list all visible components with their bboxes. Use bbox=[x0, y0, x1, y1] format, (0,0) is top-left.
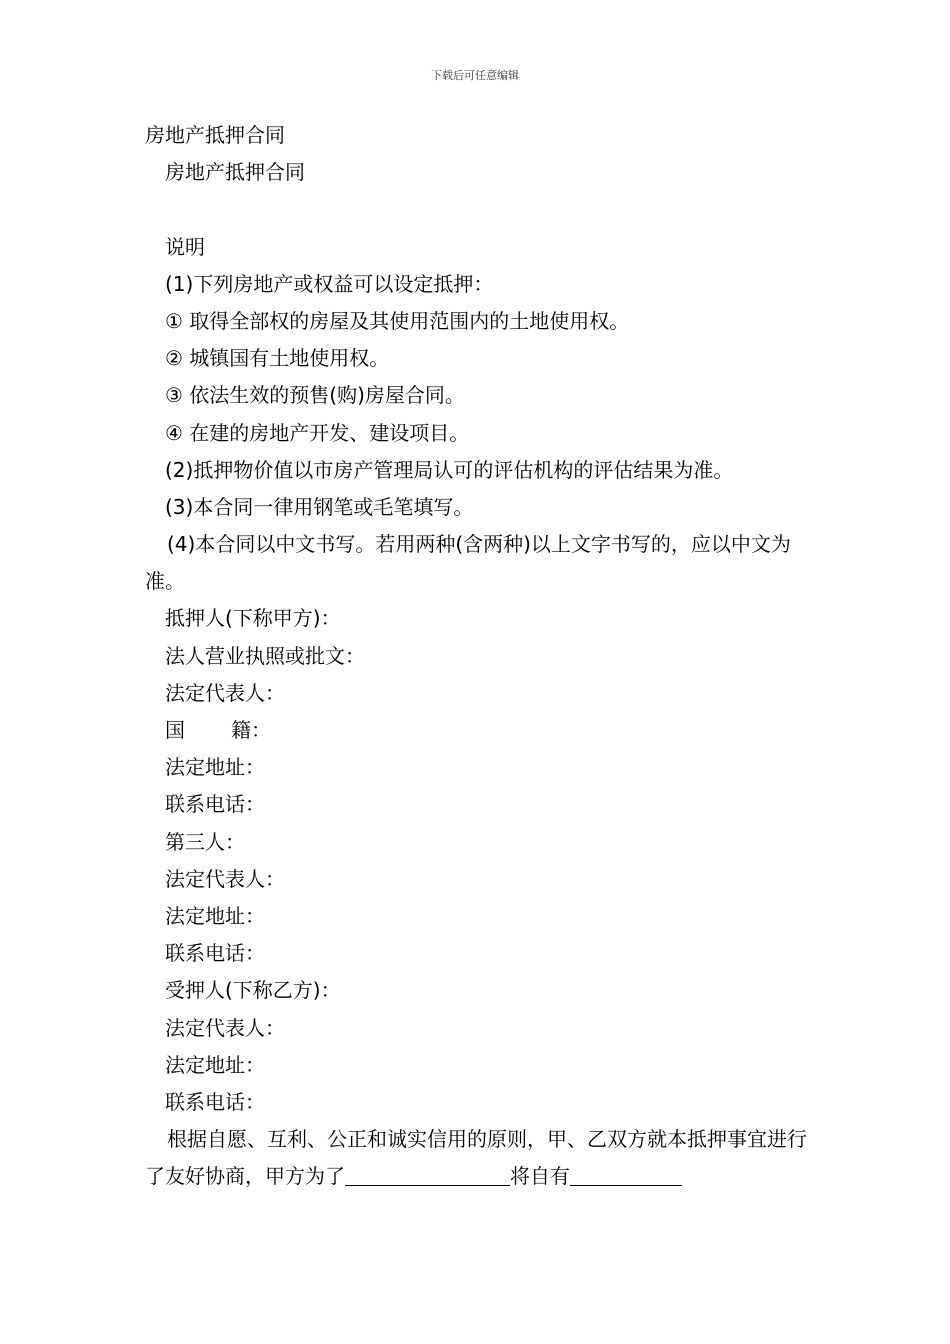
explanation-subitem-4: ④ 在建的房地产开发、建设项目。 bbox=[165, 420, 470, 445]
mortgagor-license-field: 法人营业执照或批文： bbox=[165, 643, 365, 668]
explanation-subitem-3: ③ 依法生效的预售(购)房屋合同。 bbox=[165, 383, 465, 408]
mortgagor-label: 抵押人(下称甲方)： bbox=[165, 606, 341, 631]
third-party-rep-field: 法定代表人： bbox=[165, 866, 285, 891]
third-party-phone-field: 联系电话： bbox=[165, 941, 265, 966]
mortgagee-label: 受押人(下称乙方)： bbox=[165, 978, 341, 1003]
explanation-heading: 说明 bbox=[165, 234, 205, 259]
explanation-subitem-1: ① 取得全部权的房屋及其使用范围内的土地使用权。 bbox=[165, 308, 630, 333]
mortgagee-rep-field: 法定代表人： bbox=[165, 1015, 285, 1040]
mortgagor-phone-field: 联系电话： bbox=[165, 792, 265, 817]
third-party-label: 第三人： bbox=[165, 829, 245, 854]
explanation-item-4: (4)本合同以中文书写。若用两种(含两种)以上文字书写的，应以中文为准。 bbox=[145, 532, 791, 594]
document-subtitle: 房地产抵押合同 bbox=[165, 160, 305, 185]
explanation-subitem-2: ② 城镇国有土地使用权。 bbox=[165, 346, 390, 371]
document-title: 房地产抵押合同 bbox=[145, 123, 285, 147]
explanation-item-2: (2)抵押物价值以市房产管理局认可的评估机构的评估结果为准。 bbox=[165, 457, 734, 482]
explanation-item-1: (1)下列房地产或权益可以设定抵押： bbox=[165, 271, 494, 296]
nationality-label-part2: 籍： bbox=[231, 718, 271, 743]
spacer bbox=[145, 191, 810, 228]
nationality-label-part1: 国 bbox=[165, 718, 185, 743]
third-party-address-field: 法定地址： bbox=[165, 903, 265, 928]
mortgagor-address-field: 法定地址： bbox=[165, 755, 265, 780]
mortgagee-address-field: 法定地址： bbox=[165, 1052, 265, 1077]
closing-text-1: 根据自愿、互利、公正和诚实信用的原则，甲、乙双方就本抵押事宜进行了友好协商，甲方为了 bbox=[145, 1127, 807, 1189]
mortgagor-rep-field: 法定代表人： bbox=[165, 680, 285, 705]
document-body bbox=[145, 117, 810, 1196]
closing-paragraph bbox=[145, 1121, 810, 1195]
explanation-item-3: (3)本合同一律用钢笔或毛笔填写。 bbox=[165, 494, 474, 519]
page-header-note: 下载后可任意编辑 bbox=[431, 69, 519, 82]
closing-text-2: 将自有 bbox=[510, 1164, 570, 1189]
mortgagee-phone-field: 联系电话： bbox=[165, 1089, 265, 1114]
property-blank bbox=[570, 1165, 682, 1186]
purpose-blank bbox=[345, 1165, 510, 1186]
mortgagor-nationality-field bbox=[145, 712, 810, 749]
